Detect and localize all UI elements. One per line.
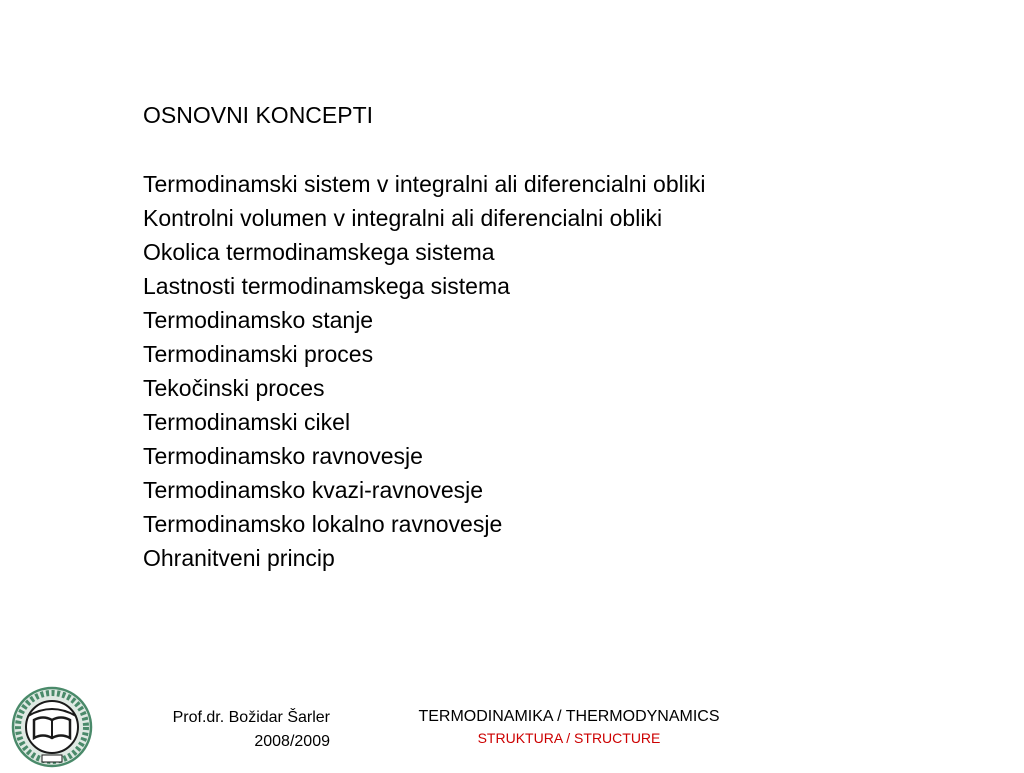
course-subtitle: STRUKTURA / STRUCTURE (477, 730, 661, 746)
slide-title: OSNOVNI KONCEPTI (143, 102, 374, 128)
concept-item: Termodinamsko stanje (143, 307, 374, 333)
concept-item: Tekočinski proces (143, 375, 325, 401)
concept-item: Termodinamski sistem v integralni ali diferencialni obliki (143, 171, 706, 197)
academic-year: 2008/2009 (254, 733, 330, 750)
concept-item: Termodinamski proces (143, 341, 374, 367)
slide-content (143, 98, 983, 575)
university-seal-icon (8, 686, 96, 768)
concept-item: Termodinamsko lokalno ravnovesje (143, 511, 503, 537)
footer-author (120, 706, 330, 754)
concept-item: Okolica termodinamskega sistema (143, 239, 495, 265)
author-name: Prof.dr. Božidar Šarler (172, 709, 330, 726)
course-title: TERMODINAMIKA / THERMODYNAMICS (418, 708, 720, 725)
concept-list (143, 167, 983, 575)
concept-item: Kontrolni volumen v integralni ali diferencialni obliki (143, 205, 663, 231)
footer-course (360, 706, 778, 748)
concept-item: Termodinamski cikel (143, 409, 351, 435)
concept-item: Lastnosti termodinamskega sistema (143, 273, 510, 299)
concept-item: Termodinamsko kvazi-ravnovesje (143, 477, 484, 503)
concept-item: Ohranitveni princip (143, 545, 335, 571)
concept-item: Termodinamsko ravnovesje (143, 443, 423, 469)
